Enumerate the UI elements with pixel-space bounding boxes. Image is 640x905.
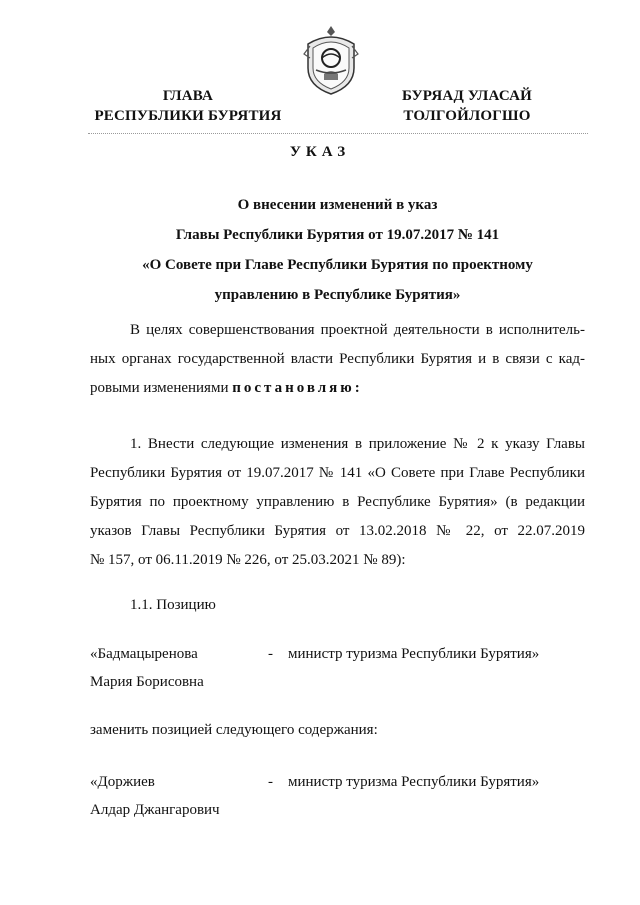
issuer-line-2-buryat: ТОЛГОЙЛОГШО [403, 108, 531, 124]
document-title: УКАЗ [289, 144, 351, 160]
decree-subject [90, 190, 585, 310]
issuer-line-1: ГЛАВА [162, 88, 214, 104]
subject-line-1: О внесении изменений в указ [237, 197, 438, 213]
preamble-line-1: В целях совершенствования проектной деятельности в исполнитель- [130, 322, 585, 338]
new-given-names: Алдар Джангарович [90, 802, 220, 818]
old-role: министр туризма Республики Бурятия» [288, 646, 540, 662]
header-divider [88, 133, 588, 134]
old-position-row [90, 640, 590, 668]
decree-word: постановляю: [232, 380, 363, 396]
preamble-paragraph [90, 316, 585, 403]
item-1-line-3: Бурятия по проектному управлению в Республике Бурятия» (в редакции [90, 494, 585, 510]
new-position-entry [90, 768, 590, 824]
subject-line-4: управлению в Республике Бурятия» [214, 287, 461, 303]
item-1-1-label: 1.1. Позицию [130, 597, 216, 613]
new-dash: - [268, 774, 273, 790]
item-1-line-4: указов Главы Республики Бурятия от 13.02.2018 № 22, от 22.07.2019 [90, 523, 585, 539]
new-surname: «Доржиев [90, 774, 155, 790]
old-dash: - [268, 646, 273, 662]
preamble-line-2: ных органах государственной власти Республики Бурятия и в связи с кад- [90, 351, 585, 367]
issuer-header-buryat [384, 86, 550, 126]
item-1-line-1: 1. Внести следующие изменения в приложение № 2 к указу Главы [130, 436, 585, 452]
subject-line-2: Главы Республики Бурятия от 19.07.2017 № 141 [175, 227, 500, 243]
issuer-header-russian [88, 86, 288, 126]
old-given-names: Мария Борисовна [90, 674, 204, 690]
item-1-line-2: Республики Бурятия от 19.07.2017 № 141 «О Совете при Главе Республики [90, 465, 585, 481]
new-position-row [90, 768, 590, 796]
preamble-line-3 [90, 374, 585, 403]
new-role: министр туризма Республики Бурятия» [288, 774, 540, 790]
issuer-line-1-buryat: БУРЯАД УЛАСАЙ [401, 88, 533, 104]
old-surname: «Бадмацыренова [90, 646, 198, 662]
item-1-line-5: № 157, от 06.11.2019 № 226, от 25.03.2021 № 89): [90, 552, 406, 568]
subject-line-3: «О Совете при Главе Республики Бурятия по проектному [142, 257, 533, 273]
old-position-entry [90, 640, 590, 696]
item-1-paragraph [90, 430, 585, 575]
coat-of-arms-emblem [300, 24, 362, 96]
issuer-line-2: РЕСПУБЛИКИ БУРЯТИЯ [94, 108, 282, 124]
replace-instruction: заменить позицией следующего содержания: [90, 722, 378, 738]
preamble-line-3-text: ровыми изменениями [90, 380, 233, 396]
